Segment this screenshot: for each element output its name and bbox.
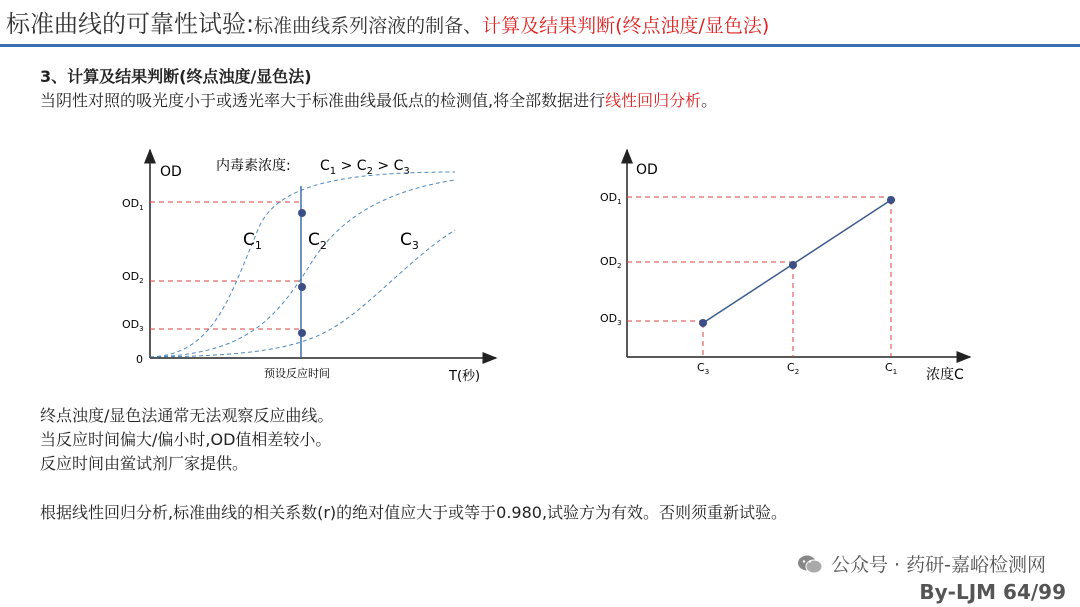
concentration-relation: $C_1 > C_2 > C_3$ — [320, 158, 410, 177]
right-od3-tick: $OD_3$ — [600, 312, 622, 327]
left-point-od3 — [298, 329, 306, 337]
wechat-icon — [797, 554, 823, 574]
right-c3-tick: $C_3$ — [697, 361, 710, 376]
label-c3: $C_3$ — [400, 230, 419, 252]
left-point-od2 — [298, 283, 306, 291]
preset-time-label: 预设反应时间 — [264, 367, 330, 380]
watermark — [797, 550, 1046, 577]
note-line: 终点浊度/显色法通常无法观察反应曲线。 — [40, 406, 334, 425]
right-x-axis-label: 浓度C — [926, 367, 964, 383]
right-c2-tick: $C_2$ — [787, 361, 800, 376]
right-od1-tick: $OD_1$ — [600, 191, 622, 206]
right-point-c3 — [699, 319, 707, 327]
left-point-od1 — [298, 209, 306, 217]
left-x-axis-label: T(秒) — [449, 369, 481, 384]
lead-text-main: 当阴性对照的吸光度小于或透光率大于标准曲线最低点的检测值,将全部数据进行 — [40, 91, 606, 110]
curve-c3 — [150, 230, 455, 357]
note-line: 当反应时间偏大/偏小时,OD值相差较小。 — [40, 430, 332, 449]
left-y-axis-label: OD — [160, 164, 182, 180]
conclusion-text: 根据线性回归分析,标准曲线的相关系数(r)的绝对值应大于或等于0.980,试验方为有效。否则须重新试验。 — [40, 503, 788, 522]
title-bar — [0, 0, 1080, 47]
right-c1-tick: $C_1$ — [885, 361, 898, 376]
lead-text-end: 。 — [701, 91, 718, 110]
notes-block — [40, 404, 333, 476]
right-od2-tick: $OD_2$ — [600, 255, 622, 270]
section-heading: 3、计算及结果判断(终点浊度/显色法) — [40, 67, 312, 86]
curve-c2 — [150, 180, 455, 357]
lead-text — [40, 88, 717, 111]
concentration-annotation-prefix: 内毒素浓度: — [216, 158, 291, 174]
label-c2: $C_2$ — [308, 230, 327, 252]
curve-c1 — [150, 172, 455, 357]
left-od2-tick: $OD_2$ — [122, 270, 144, 285]
regression-line — [703, 200, 891, 323]
left-od3-tick: $OD_3$ — [122, 318, 144, 333]
right-point-c2 — [789, 261, 797, 269]
title-main: 标准曲线的可靠性试验: — [6, 10, 255, 38]
title-sub: 标准曲线系列溶液的制备、 — [254, 15, 483, 37]
label-c1: $C_1$ — [243, 230, 262, 252]
page-title — [6, 4, 769, 39]
lead-text-highlight: 线性回归分析 — [605, 91, 702, 110]
right-point-c1 — [887, 196, 895, 204]
watermark-text: 公众号 · 药研-嘉峪检测网 — [831, 554, 1046, 576]
left-od1-tick: $OD_1$ — [122, 197, 144, 212]
page-number: By-LJM 64/99 — [919, 580, 1066, 604]
left-origin-label: 0 — [136, 353, 143, 366]
title-highlight: 计算及结果判断(终点浊度/显色法) — [482, 15, 770, 37]
right-y-axis-label: OD — [636, 162, 658, 178]
note-line: 反应时间由鲎试剂厂家提供。 — [40, 454, 249, 473]
